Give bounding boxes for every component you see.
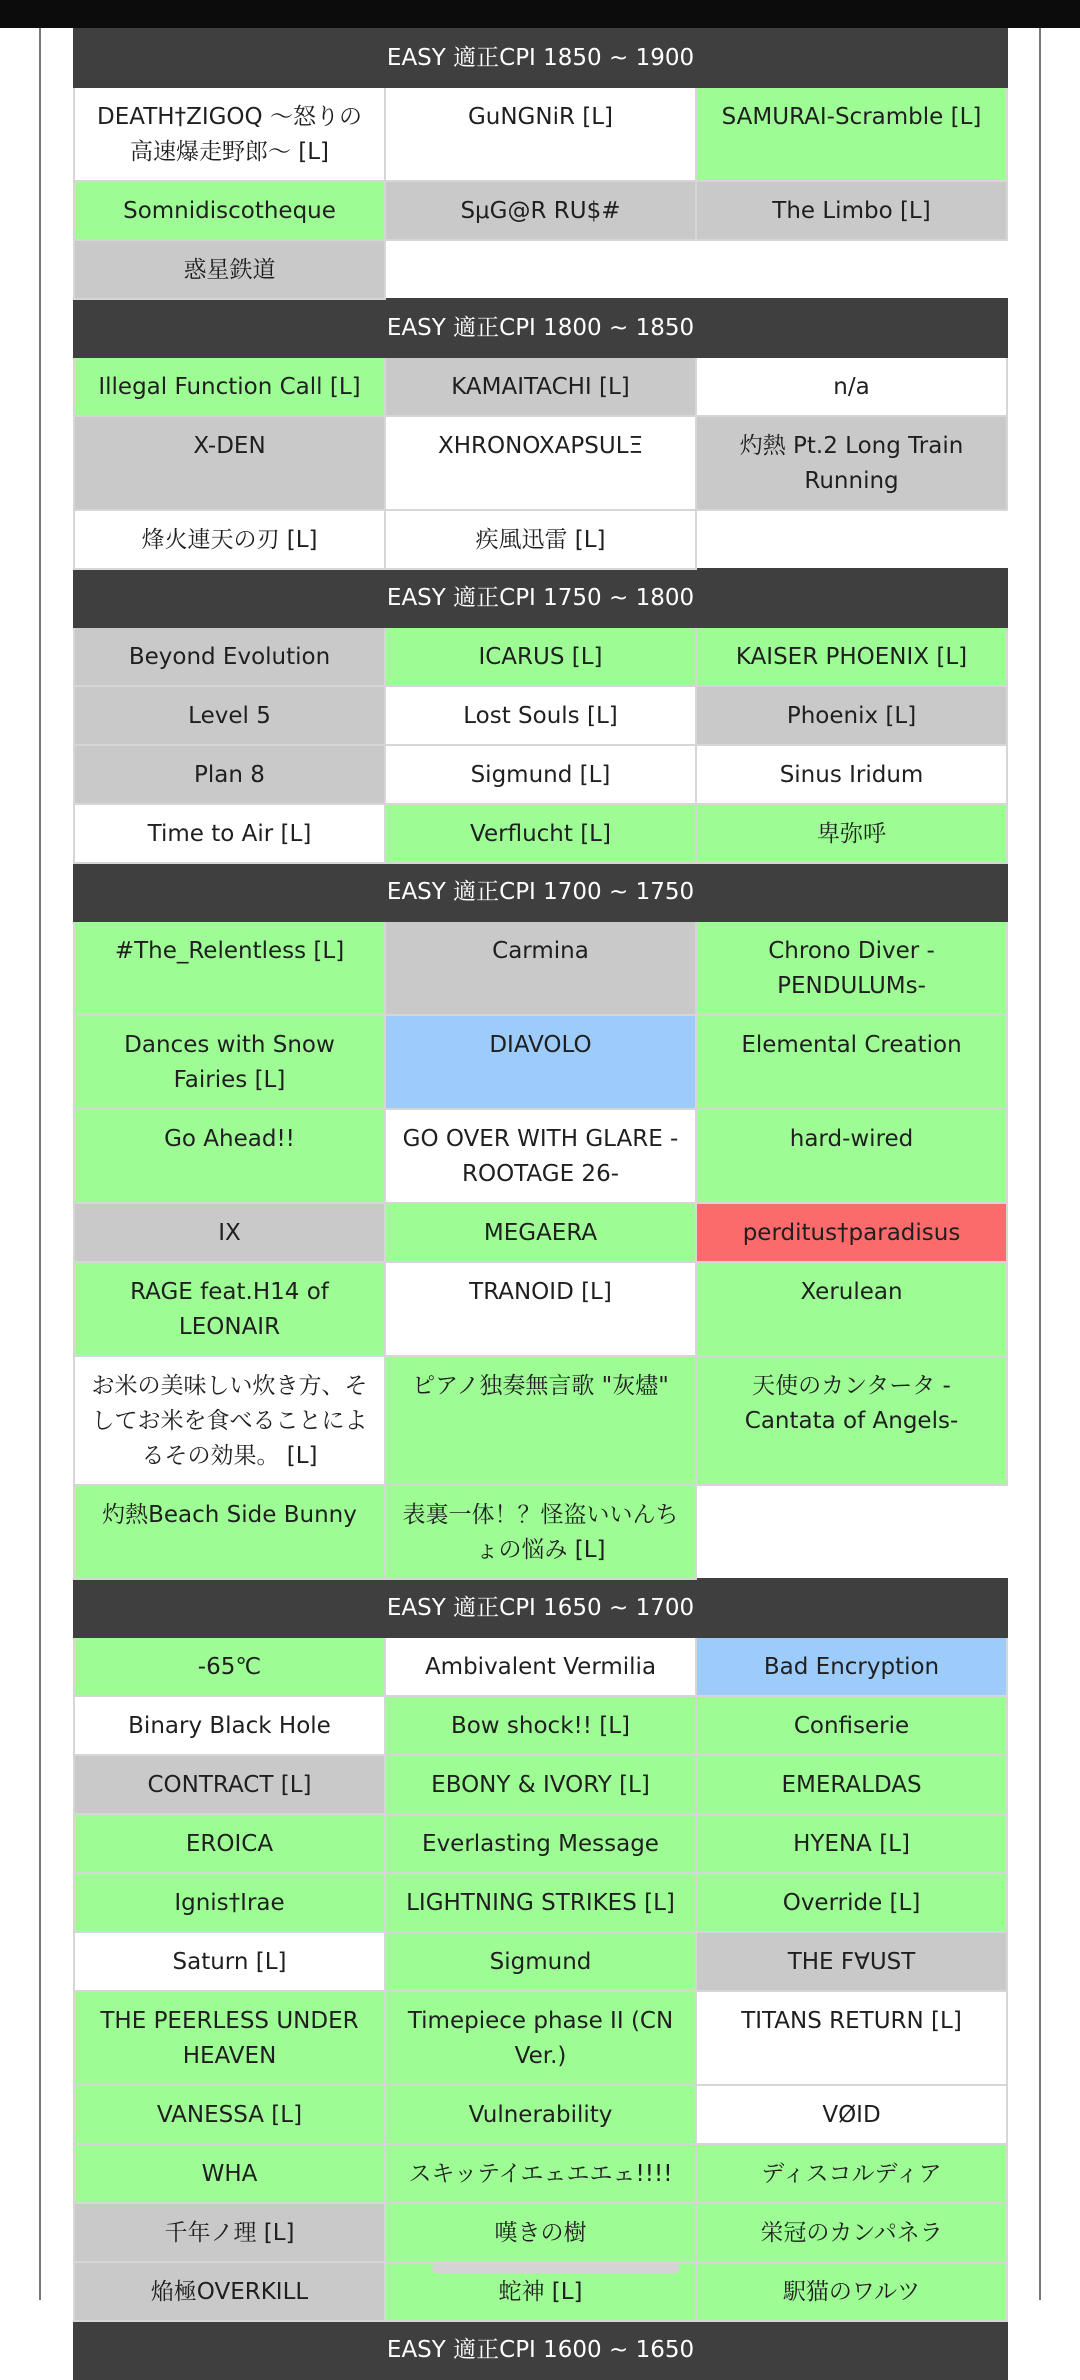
song-cell[interactable]: XHRONOXAPSULΞ xyxy=(385,416,696,510)
song-row xyxy=(74,181,1007,240)
song-cell[interactable]: GO OVER WITH GLARE -ROOTAGE 26- xyxy=(385,1109,696,1203)
section-title: EASY 適正CPI 1750 ~ 1800 xyxy=(74,569,1007,627)
song-cell[interactable]: Saturn [L] xyxy=(74,1932,385,1991)
content-border-left xyxy=(39,28,41,2300)
song-cell[interactable]: EBONY & IVORY [L] xyxy=(385,1755,696,1814)
song-cell[interactable]: #The_Relentless [L] xyxy=(74,921,385,1015)
song-cell[interactable]: Override [L] xyxy=(696,1873,1007,1932)
song-row xyxy=(74,1203,1007,1262)
song-cell[interactable]: 駅猫のワルツ xyxy=(696,2262,1007,2321)
section-header-row xyxy=(74,1579,1007,1637)
song-cell[interactable]: -65℃ xyxy=(74,1637,385,1696)
song-cell[interactable]: 卑弥呼 xyxy=(696,804,1007,863)
song-row xyxy=(74,1262,1007,1356)
song-row xyxy=(74,2144,1007,2203)
section-title: EASY 適正CPI 1650 ~ 1700 xyxy=(74,1579,1007,1637)
song-cell[interactable]: KAISER PHOENIX [L] xyxy=(696,627,1007,686)
song-cell[interactable]: お米の美味しい炊き方、そしてお米を食べることによるその効果。 [L] xyxy=(74,1356,385,1485)
song-cell[interactable]: hard-wired xyxy=(696,1109,1007,1203)
section-title: EASY 適正CPI 1600 ~ 1650 xyxy=(74,2321,1007,2379)
song-cell[interactable]: スキッテイエェエエェ!!!! xyxy=(385,2144,696,2203)
song-row xyxy=(74,1109,1007,1203)
song-cell[interactable]: THE PEERLESS UNDER HEAVEN xyxy=(74,1991,385,2085)
song-cell[interactable]: 表裏一体！？怪盗いいんちょの悩み [L] xyxy=(385,1485,696,1579)
song-row xyxy=(74,2085,1007,2144)
song-cell[interactable]: n/a xyxy=(696,357,1007,416)
song-row xyxy=(74,1356,1007,1485)
song-cell[interactable]: Everlasting Message xyxy=(385,1814,696,1873)
song-row xyxy=(74,416,1007,510)
song-cell[interactable]: 嘆きの樹 xyxy=(385,2203,696,2262)
song-row xyxy=(74,1814,1007,1873)
song-cell[interactable]: Somnidiscotheque xyxy=(74,181,385,240)
song-cell[interactable]: 栄冠のカンパネラ xyxy=(696,2203,1007,2262)
song-cell[interactable]: Sinus Iridum xyxy=(696,745,1007,804)
song-cell[interactable]: Plan 8 xyxy=(74,745,385,804)
song-row xyxy=(74,1755,1007,1814)
song-cell[interactable]: Verflucht [L] xyxy=(385,804,696,863)
song-cell[interactable]: Dances with Snow Fairies [L] xyxy=(74,1015,385,1109)
song-cell[interactable]: ピアノ独奏無言歌 "灰燼" xyxy=(385,1356,696,1485)
song-cell[interactable]: Bow shock!! [L] xyxy=(385,1696,696,1755)
song-cell[interactable]: CONTRACT [L] xyxy=(74,1755,385,1814)
gesture-nav-handle[interactable] xyxy=(432,2264,680,2273)
section-title: EASY 適正CPI 1800 ~ 1850 xyxy=(74,299,1007,357)
section-title: EASY 適正CPI 1700 ~ 1750 xyxy=(74,863,1007,921)
song-cell[interactable]: Level 5 xyxy=(74,686,385,745)
song-row xyxy=(74,1873,1007,1932)
song-cell[interactable]: Bad Encryption xyxy=(696,1637,1007,1696)
song-cell[interactable]: ディスコルディア xyxy=(696,2144,1007,2203)
song-cell[interactable]: Vulnerability xyxy=(385,2085,696,2144)
song-cell[interactable]: VØID xyxy=(696,2085,1007,2144)
song-cell[interactable]: DEATH†ZIGOQ ～怒りの高速爆走野郎～ [L] xyxy=(74,87,385,181)
song-cell[interactable]: Chrono Diver -PENDULUMs- xyxy=(696,921,1007,1015)
song-cell[interactable]: Phoenix [L] xyxy=(696,686,1007,745)
song-row xyxy=(74,1485,1007,1579)
song-cell[interactable]: Illegal Function Call [L] xyxy=(74,357,385,416)
cpi-difficulty-table xyxy=(73,28,1008,2380)
song-cell[interactable]: 烽火連天の刃 [L] xyxy=(74,510,385,569)
song-row xyxy=(74,2203,1007,2262)
song-row xyxy=(74,357,1007,416)
song-cell[interactable]: Go Ahead!! xyxy=(74,1109,385,1203)
song-cell[interactable]: SAMURAI-Scramble [L] xyxy=(696,87,1007,181)
song-row xyxy=(74,1991,1007,2085)
song-cell[interactable]: EMERALDAS xyxy=(696,1755,1007,1814)
section-title: EASY 適正CPI 1850 ~ 1900 xyxy=(74,29,1007,87)
song-cell[interactable]: Sigmund xyxy=(385,1932,696,1991)
empty-cell xyxy=(696,1485,1007,1579)
song-cell[interactable]: Lost Souls [L] xyxy=(385,686,696,745)
song-cell[interactable]: perditus†paradisus xyxy=(696,1203,1007,1262)
song-cell[interactable]: 疾風迅雷 [L] xyxy=(385,510,696,569)
song-row xyxy=(74,1637,1007,1696)
song-cell[interactable]: Binary Black Hole xyxy=(74,1696,385,1755)
song-cell[interactable]: 天使のカンタータ -Cantata of Angels- xyxy=(696,1356,1007,1485)
empty-cell xyxy=(385,240,1007,299)
status-bar xyxy=(0,0,1080,28)
song-cell[interactable]: KAMAITACHI [L] xyxy=(385,357,696,416)
song-cell[interactable]: LIGHTNING STRIKES [L] xyxy=(385,1873,696,1932)
song-cell[interactable]: Sigmund [L] xyxy=(385,745,696,804)
song-cell[interactable]: THE F∀UST xyxy=(696,1932,1007,1991)
song-cell[interactable]: DIAVOLO xyxy=(385,1015,696,1109)
song-cell[interactable]: WHA xyxy=(74,2144,385,2203)
section-header-row xyxy=(74,299,1007,357)
song-cell[interactable]: Ambivalent Vermilia xyxy=(385,1637,696,1696)
song-cell[interactable]: VANESSA [L] xyxy=(74,2085,385,2144)
song-row xyxy=(74,804,1007,863)
song-cell[interactable]: Xerulean xyxy=(696,1262,1007,1356)
song-row xyxy=(74,686,1007,745)
song-cell[interactable]: SμG@R RU$# xyxy=(385,181,696,240)
song-cell[interactable]: RAGE feat.H14 of LEONAIR xyxy=(74,1262,385,1356)
song-cell[interactable]: TITANS RETURN [L] xyxy=(696,1991,1007,2085)
song-cell[interactable]: 惑星鉄道 xyxy=(74,240,385,299)
song-cell[interactable]: MEGAERA xyxy=(385,1203,696,1262)
song-cell[interactable]: X-DEN xyxy=(74,416,385,510)
song-cell[interactable]: Time to Air [L] xyxy=(74,804,385,863)
song-cell[interactable]: IX xyxy=(74,1203,385,1262)
song-cell[interactable]: Timepiece phase II (CN Ver.) xyxy=(385,1991,696,2085)
song-cell[interactable]: HYENA [L] xyxy=(696,1814,1007,1873)
song-row xyxy=(74,1932,1007,1991)
section-header-row xyxy=(74,863,1007,921)
song-row xyxy=(74,510,1007,569)
section-header-row xyxy=(74,29,1007,87)
song-row xyxy=(74,921,1007,1015)
song-row xyxy=(74,627,1007,686)
song-row xyxy=(74,1696,1007,1755)
empty-cell xyxy=(696,510,1007,569)
section-header-row xyxy=(74,2321,1007,2379)
song-cell[interactable]: 蛇神 [L] xyxy=(385,2262,696,2321)
song-cell[interactable]: Confiserie xyxy=(696,1696,1007,1755)
song-row xyxy=(74,240,1007,299)
song-cell[interactable]: The Limbo [L] xyxy=(696,181,1007,240)
song-cell[interactable]: 灼熱 Pt.2 Long Train Running xyxy=(696,416,1007,510)
song-cell[interactable]: Ignis†Irae xyxy=(74,1873,385,1932)
section-header-row xyxy=(74,569,1007,627)
content-border-right xyxy=(1039,28,1041,2300)
song-row xyxy=(74,745,1007,804)
song-cell[interactable]: 焔極OVERKILL xyxy=(74,2262,385,2321)
song-cell[interactable]: Elemental Creation xyxy=(696,1015,1007,1109)
song-cell[interactable]: 灼熱Beach Side Bunny xyxy=(74,1485,385,1579)
song-cell[interactable]: EROICA xyxy=(74,1814,385,1873)
song-cell[interactable]: Beyond Evolution xyxy=(74,627,385,686)
song-cell[interactable]: ICARUS [L] xyxy=(385,627,696,686)
song-cell[interactable]: 千年ノ理 [L] xyxy=(74,2203,385,2262)
song-row xyxy=(74,87,1007,181)
song-cell[interactable]: TRANOID [L] xyxy=(385,1262,696,1356)
song-row xyxy=(74,1015,1007,1109)
song-cell[interactable]: Carmina xyxy=(385,921,696,1015)
song-cell[interactable]: GuNGNiR [L] xyxy=(385,87,696,181)
